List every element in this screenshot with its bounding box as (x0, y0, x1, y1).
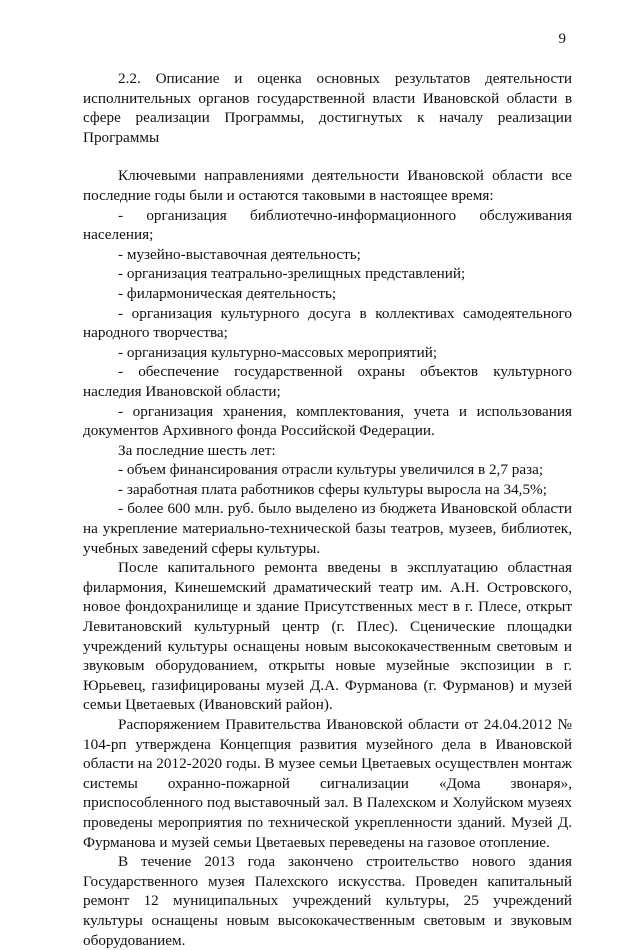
list-item: - музейно-выставочная деятельность; (118, 245, 361, 263)
six-years-intro: За последние шесть лет: (118, 441, 276, 459)
list-item: - филармоническая деятельность; (118, 284, 337, 302)
list-item: - организация хранения, комплектования, учета и использования документов Архивного фонда Российской Федерации. (83, 402, 572, 440)
section-heading: 2.2. Описание и оценка основных результатов деятельности исполнительных органов государственной власти Ивановской области в сфере реализации Программы, достигнутых к началу реализации Программы (83, 70, 572, 146)
list-item: - обеспечение государственной охраны объектов культурного наследия Ивановской области; (83, 363, 572, 400)
list-item: - организация театрально-зрелищных представлений; (118, 265, 466, 283)
spacer (83, 147, 572, 166)
list-item: - объем финансирования отрасли культуры увеличился в 2,7 раза; (118, 461, 544, 479)
body-paragraph: В течение 2013 года закончено строительство нового здания Государственного музея Палехского искусства. Проведен капитальный ремонт 12 муниципальных учреждений культуры, 25 учреждений культуры оснащены новым высококачественным световым и звуковым оборудованием. (83, 853, 572, 949)
page-content (83, 69, 572, 950)
page-number: 9 (558, 31, 566, 47)
list-item: - организация библиотечно-информационного обслуживания населения; (83, 206, 572, 244)
body-paragraph: Распоряжением Правительства Ивановской области от 24.04.2012 № 104-рп утверждена Концепция развития музейного дела в Ивановской области на 2012-2020 годы. В музее семьи Цветаевых осуществлен монтаж системы охранно-пожарной сигнализации «Дома звонаря», приспособленного под выставочный зал. В Палехском и Холуйском музеях проведены мероприятия по технической укрепленности зданий. Музей Д. Фурманова и музей семьи Цветаевых переведены на газовое отопление. (83, 716, 572, 851)
intro-paragraph: Ключевыми направлениями деятельности Ивановской области все последние годы были и остаются таковыми в настоящее время: (83, 167, 572, 204)
list-item: - организация культурно-массовых мероприятий; (118, 343, 438, 361)
list-item: - более 600 млн. руб. было выделено из бюджета Ивановской области на укрепление материально-технической базы театров, музеев, библиотек, учебных заведений сферы культуры. (83, 500, 572, 557)
body-paragraph: После капитального ремонта введены в эксплуатацию областная филармония, Кинешемский драматический театр им. А.Н. Островского, новое фондохранилище и здание Присутственных мест в г. Плесе, открыт Левитановский культурный центр (г. Плес). Сценические площадки учреждений культуры оснащены новым высококачественным световым и звуковым оборудованием, открыты новые музейные экспозиции в г. Юрьевец, газифицированы музей Д.А. Фурманова (г. Фурманов) и музей семьи Цветаевых (Ивановский район). (83, 559, 572, 714)
list-item: - заработная плата работников сферы культуры выросла на 34,5%; (118, 480, 547, 498)
list-item: - организация культурного досуга в коллективах самодеятельного народного творчества; (83, 304, 572, 342)
